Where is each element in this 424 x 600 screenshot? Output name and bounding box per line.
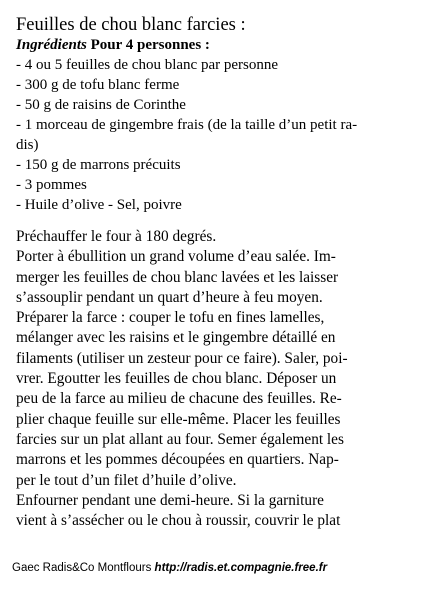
instruction-line: farcies sur un plat allant au four. Semer également les [16,430,344,448]
instruction-line: marrons et les pommes découpées en quartiers. Nap- [16,451,339,469]
ingredients-heading [16,36,416,55]
ingredients-label: Ingrédients [16,37,87,53]
ingredient-item: - 150 g de marrons précuits [16,157,181,173]
section-spacer [16,215,416,227]
instruction-line: Préparer la farce : couper le tofu en fines lamelles, [16,309,325,327]
ingredient-item: - 3 pommes [16,177,87,193]
ingredient-item: - Huile d’olive - Sel, poivre [16,197,182,213]
website-link[interactable]: http://radis.et.compagnie.free.fr [154,562,328,574]
ingredient-item: - 1 morceau de gingembre frais (de la taille d’un petit ra- [16,117,358,133]
instruction-line: merger les feuilles de chou blanc lavées et les laisser [16,268,339,286]
instruction-line: peu de la farce au milieu de chacune des feuilles. Re- [16,390,342,408]
ingredients-list [16,55,416,215]
servings-label: Pour 4 personnes : [86,37,210,53]
instruction-line: filaments (utiliser un zesteur pour ce faire). Saler, poi- [16,349,348,367]
ingredient-item: dis) [16,137,39,153]
instruction-line: vient à s’assécher ou le chou à roussir, couvrir le plat [16,512,341,530]
ingredient-item: - 50 g de raisins de Corinthe [16,97,186,113]
recipe-instructions [16,227,416,531]
instruction-line: mélanger avec les raisins et le gingembre détaillé en [16,329,336,347]
instruction-line: Porter à ébullition un grand volume d’eau salée. Im- [16,248,336,266]
recipe-title: Feuilles de chou blanc farcies : [16,15,246,35]
instruction-line: Préchauffer le four à 180 degrés. [16,228,217,245]
instruction-line: Enfourner pendant une demi-heure. Si la garniture [16,491,324,509]
instruction-line: vrer. Egoutter les feuilles de chou blanc. Déposer un [16,370,337,388]
ingredient-item: - 4 ou 5 feuilles de chou blanc par personne [16,57,278,73]
instruction-line: plier chaque feuille sur elle-même. Placer les feuilles [16,410,341,428]
recipe-page [16,14,416,531]
page-footer [12,561,416,575]
ingredient-item: - 300 g de tofu blanc ferme [16,77,180,93]
instruction-line: s’assouplir pendant un quart d’heure à feu moyen. [16,288,323,306]
farm-name: Gaec Radis&Co Montflours [12,562,152,574]
instruction-line: per le tout d’un filet d’huile d’olive. [16,471,237,489]
